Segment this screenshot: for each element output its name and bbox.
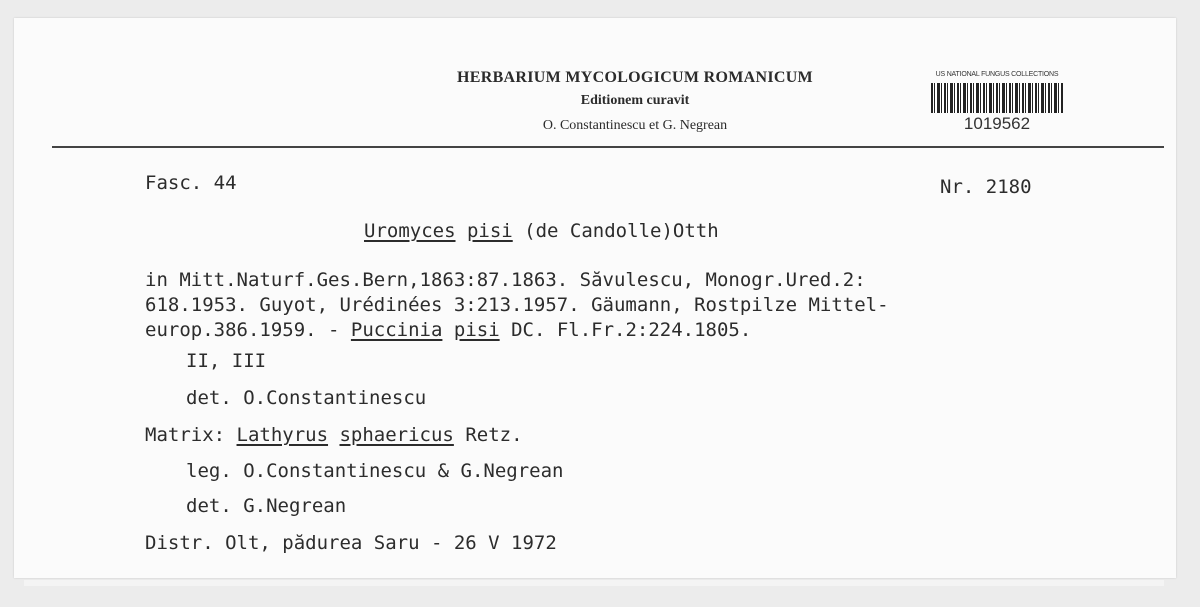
barcode-block (926, 70, 1068, 134)
herbarium-subtitle: Editionem curavit (580, 93, 690, 108)
species-name (364, 220, 719, 242)
fascicle-number: Fasc. 44 (145, 172, 237, 194)
species-epithet: pisi (466, 220, 513, 242)
matrix-prefix: Matrix: (145, 424, 237, 446)
label-edge (24, 580, 1164, 586)
collectors: leg. O.Constantinescu & G.Negrean (186, 460, 564, 482)
species-authority: (de Candolle)Otth (512, 220, 719, 242)
determiner-fungus: det. O.Constantinescu (186, 387, 427, 409)
distribution: Distr. Olt, pădurea Saru - 26 V 1972 (145, 532, 557, 554)
herbarium-editors: O. Constantinescu et G. Negrean (542, 118, 728, 133)
synonym-epithet: pisi (453, 319, 500, 341)
header-divider (52, 146, 1164, 148)
citation-line-3-end: DC. Fl.Fr.2:224.1805. (499, 319, 752, 341)
barcode-number: 1019562 (963, 114, 1031, 133)
host-matrix (145, 424, 523, 446)
citation-line-2: 618.1953. Guyot, Urédinées 3:213.1957. Gäumann, Rostpilze Mittel- (145, 294, 889, 316)
citation-line-3 (145, 319, 751, 341)
host-epithet: sphaericus (339, 424, 454, 446)
host-authority: Retz. (453, 424, 523, 446)
citation-line-3-start: europ.386.1959. - (145, 319, 351, 341)
specimen-number: Nr. 2180 (940, 176, 1032, 198)
citation-line-1: in Mitt.Naturf.Ges.Bern,1863:87.1863. Săvulescu, Monogr.Ured.2: (145, 269, 866, 291)
barcode-image (931, 83, 1063, 113)
spore-stages: II, III (186, 350, 267, 372)
species-genus: Uromyces (364, 220, 456, 242)
determiner-host: det. G.Negrean (186, 495, 347, 517)
herbarium-title: HERBARIUM MYCOLOGICUM ROMANICUM (457, 69, 813, 86)
synonym-genus: Puccinia (350, 319, 443, 341)
barcode-caption: US NATIONAL FUNGUS COLLECTIONS (935, 71, 1059, 78)
host-genus: Lathyrus (236, 424, 329, 446)
